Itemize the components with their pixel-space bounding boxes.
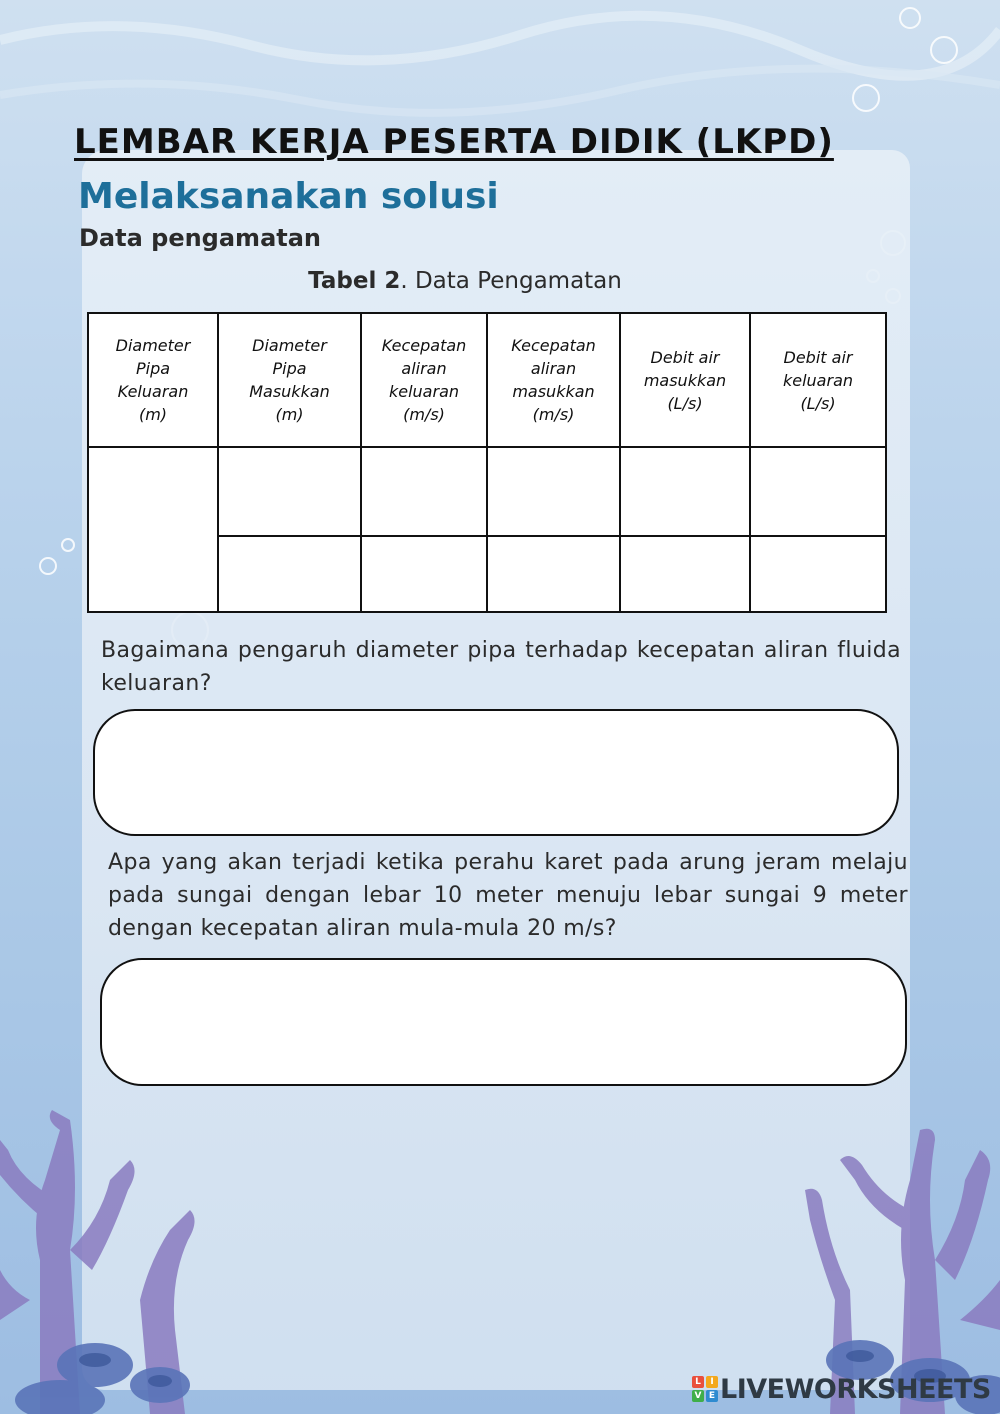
header-debit-air-keluaran: Debit air keluaran (L/s) bbox=[750, 313, 886, 447]
table-cell[interactable] bbox=[620, 536, 750, 612]
table-caption-number: Tabel 2 bbox=[308, 268, 401, 294]
page-title: LEMBAR KERJA PESERTA DIDIK (LKPD) bbox=[74, 122, 834, 162]
table-cell[interactable] bbox=[487, 447, 620, 536]
answer-1-input[interactable] bbox=[93, 709, 899, 836]
table-cell[interactable] bbox=[487, 536, 620, 612]
table-caption-text: . Data Pengamatan bbox=[400, 268, 622, 294]
header-kecepatan-aliran-masukkan: Kecepatan aliran masukkan (m/s) bbox=[487, 313, 620, 447]
table-cell[interactable] bbox=[620, 447, 750, 536]
question-2-text: Apa yang akan terjadi ketika perahu karet pada arung jeram melaju pada sungai dengan lebar 10 meter menuju lebar sungai 9 meter dengan kecepatan aliran mula-mula 20 m/s? bbox=[108, 850, 908, 941]
table-cell[interactable] bbox=[218, 536, 361, 612]
table-cell[interactable] bbox=[361, 447, 487, 536]
subsection-label: Data pengamatan bbox=[79, 224, 322, 252]
liveworksheets-icon: L I V E bbox=[692, 1376, 718, 1402]
table-cell[interactable] bbox=[218, 447, 361, 536]
liveworksheets-wordmark: LIVEWORKSHEETS bbox=[720, 1373, 991, 1405]
table-header-row bbox=[88, 313, 886, 447]
question-1-text: Bagaimana pengaruh diameter pipa terhadap kecepatan aliran fluida keluaran? bbox=[101, 638, 901, 696]
header-debit-air-masukkan: Debit air masukkan (L/s) bbox=[620, 313, 750, 447]
answer-2-input[interactable] bbox=[100, 958, 907, 1086]
table-cell-diameter-keluaran[interactable] bbox=[88, 447, 218, 612]
observation-table bbox=[87, 312, 887, 613]
table-cell[interactable] bbox=[361, 536, 487, 612]
section-title: Melaksanakan solusi bbox=[78, 176, 499, 217]
header-diameter-pipa-keluaran: Diameter Pipa Keluaran (m) bbox=[88, 313, 218, 447]
table-cell[interactable] bbox=[750, 447, 886, 536]
liveworksheets-logo bbox=[692, 1374, 991, 1404]
table-caption bbox=[0, 268, 930, 294]
header-kecepatan-aliran-keluaran: Kecepatan aliran keluaran (m/s) bbox=[361, 313, 487, 447]
header-diameter-pipa-masukkan: Diameter Pipa Masukkan (m) bbox=[218, 313, 361, 447]
table-row bbox=[88, 447, 886, 536]
table-cell[interactable] bbox=[750, 536, 886, 612]
